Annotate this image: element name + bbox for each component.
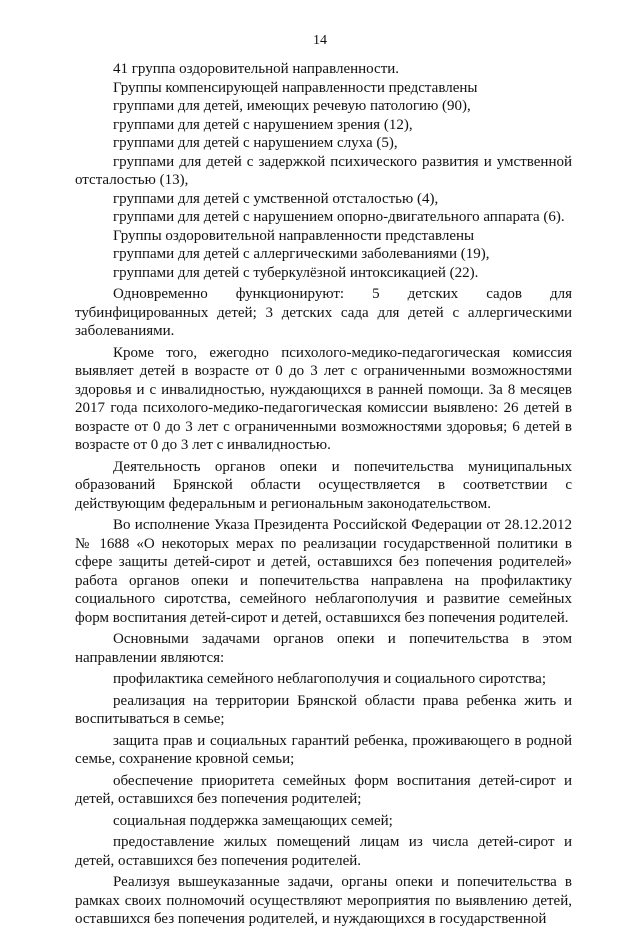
paragraph: защита прав и социальных гарантий ребенка, проживающего в родной семье, сохранение кровной семьи; [75,732,572,767]
paragraph: 41 группа оздоровительной направленности. [113,61,400,77]
paragraph: группами для детей с нарушением опорно-двигательного аппарата (6). [113,209,565,225]
paragraph: группами для детей с задержкой психического развития и умственной отсталостью (13), [75,153,572,188]
paragraph: обеспечение приоритета семейных форм воспитания детей-сирот и детей, оставшихся без попечения родителей; [75,772,572,807]
paragraph: Реализуя вышеуказанные задачи, органы опеки и попечительства в рамках своих полномочий осуществляют мероприятия по выявлению детей, оставшихся без попечения родителей, и нуждающихся в государственной [75,874,572,927]
paragraph: группами для детей с аллергическими заболеваниями (19), [113,246,490,262]
paragraph: Группы оздоровительной направленности представлены [113,227,475,244]
paragraph: социальная поддержка замещающих семей; [113,812,393,829]
paragraph: Одновременно функционируют: 5 детских садов для тубинфицированных детей; 3 детских сада для детей с аллергическими заболеваниями. [75,286,572,339]
paragraph: Деятельность органов опеки и попечительства муниципальных образований Брянской области осуществляется в соответствии с действующим федеральным и региональным законодательством. [75,458,572,512]
paragraph: Во исполнение Указа Президента Российской Федерации от 28.12.2012 № 1688 «О некоторых мерах по реализации государственной политики в сфере защиты детей-сирот и детей, оставшихся без попечения родителей» работа органов опеки и попечительства направлена на профилактику социального сиротства, семейного неблагополучия и развитие семейных форм воспитания детей-сирот и детей, оставшихся без попечения родителей. [75,517,572,626]
paragraph: предоставление жилых помещений лицам из числа детей-сирот и детей, оставшихся без попечения родителей. [75,834,572,869]
paragraph: группами для детей с нарушением слуха (5), [113,135,398,151]
paragraph: группами для детей, имеющих речевую патологию (90), [113,98,471,114]
paragraph: реализация на территории Брянской области права ребенка жить и воспитываться в семье; [75,692,572,727]
paragraph: группами для детей с нарушением зрения (12), [113,116,413,133]
paragraph: группами для детей с умственной отсталостью (4), [113,190,439,207]
paragraph: Основными задачами органов опеки и попечительства в этом направлении являются: [75,631,572,666]
body-text [75,60,572,929]
paragraph: Кроме того, ежегодно психолого-медико-педагогическая комиссия выявляет детей в возрасте от 0 до 3 лет с ограниченными возможностями здоровья и с инвалидностью, нуждающихся в ранней помощи. За 8 месяцев 2017 года психолого-медико-педагогическая комиссии выявлено: 26 детей в возрасте от 0 до 3 лет с ограниченными возможностями здоровья; 6 детей в возрасте от 0 до 3 лет с инвалидностью. [75,344,572,453]
page-number: 14 [313,33,327,48]
paragraph: Группы компенсирующей направленности представлены [113,79,478,96]
paragraph: группами для детей с туберкулёзной интоксикацией (22). [113,264,479,281]
paragraph: профилактика семейного неблагополучия и социального сиротства; [113,671,547,687]
